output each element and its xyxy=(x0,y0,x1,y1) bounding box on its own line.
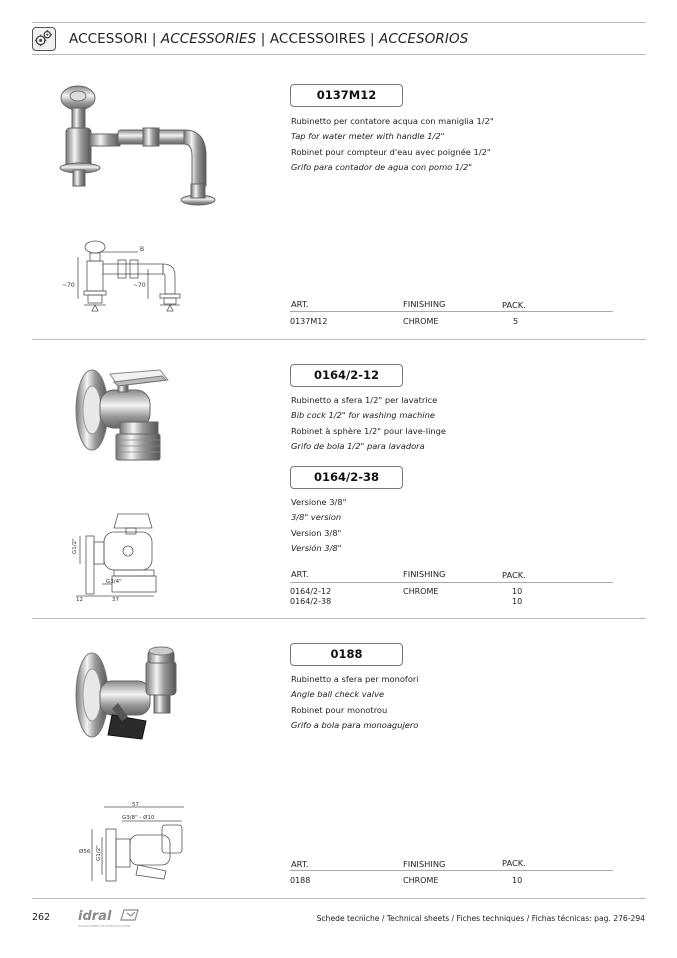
product-code-box: 0188 xyxy=(290,643,403,666)
drawing-label-right-height: ~70 xyxy=(133,282,146,289)
table-cell-art: 0188 xyxy=(290,876,311,885)
gears-icon xyxy=(32,27,56,51)
svg-text:ITALIAN EXPERT FOR WATER SOLUT: ITALIAN EXPERT FOR WATER SOLUTIONS xyxy=(78,925,131,928)
variant-description: Versione 3/8" 3/8" version Version 3/8" Versión 3/8" xyxy=(291,497,347,553)
table-cell-pack: 10 xyxy=(512,876,523,885)
drawing-label-g12: G1/2" xyxy=(72,538,78,554)
drawing-label-g38: G3/8" - Ø10 xyxy=(122,815,155,821)
table-rule xyxy=(290,870,613,871)
drawing-label-g12: G1/2" xyxy=(96,845,102,861)
table-rule xyxy=(290,582,613,583)
table-header-art: ART. xyxy=(291,299,309,309)
idral-logo xyxy=(77,908,143,930)
drawing-label-d56: Ø56 xyxy=(79,849,91,855)
technical-drawing-0188 xyxy=(78,801,198,883)
drawing-label-left-height: ~70 xyxy=(62,282,75,289)
table-header-finishing: FINISHING xyxy=(403,299,446,309)
table-cell-pack: 5 xyxy=(513,317,519,326)
table-header-art: ART. xyxy=(291,859,309,869)
footer-reference: Schede tecniche / Technical sheets / Fiches techniques / Fichas técnicas: pag. 276-294 xyxy=(316,914,645,923)
table-cell-art: 0164/2-38 xyxy=(290,597,332,606)
table-header-pack: PACK. xyxy=(502,300,526,310)
table-cell-finishing: CHROME xyxy=(403,587,439,596)
page-number: 262 xyxy=(32,912,51,923)
technical-drawing-0164-2-12 xyxy=(66,506,186,604)
footer-rule xyxy=(32,898,646,899)
product-description: Rubinetto a sfera per monofori Angle ball check valve Robinet pour monotrou Grifo a bola para monoagujero xyxy=(291,674,419,730)
table-cell-pack: 10 xyxy=(512,597,523,606)
table-header-pack: PACK. xyxy=(502,570,526,580)
product-description: Rubinetto per contatore acqua con maniglia 1/2" Tap for water meter with handle 1/2" Robinet pour compteur d'eau avec poignée 1/2" Grifo para contador de agua con pomo 1/2" xyxy=(291,116,494,172)
table-cell-art: 0164/2-12 xyxy=(290,587,332,596)
product-code-box: 0137M12 xyxy=(290,84,403,107)
product-code-box: 0164/2-12 xyxy=(290,364,403,387)
top-rule xyxy=(32,22,646,23)
section-rule xyxy=(32,339,646,340)
drawing-label-b: B xyxy=(140,246,145,253)
variant-code-box: 0164/2-38 xyxy=(290,466,403,489)
section-rule xyxy=(32,618,646,619)
product-description: Rubinetto a sfera 1/2" per lavatrice Bib cock 1/2" for washing machine Robinet à sphère 1/2" pour lave-linge Grifo de bola 1/2" para lavadora xyxy=(291,395,447,451)
svg-text:idral: idral xyxy=(78,909,112,924)
product-photo-0188 xyxy=(70,643,195,748)
table-header-finishing: FINISHING xyxy=(403,569,446,579)
drawing-label-37: 37 xyxy=(112,597,119,603)
product-photo-0137m12 xyxy=(48,82,218,212)
table-header-pack: PACK. xyxy=(502,858,526,868)
page-title: ACCESSORI | ACCESSORIES | ACCESSOIRES | ACCESORIOS xyxy=(69,31,469,47)
table-cell-pack: 10 xyxy=(512,587,523,596)
table-header-art: ART. xyxy=(291,569,309,579)
product-photo-0164-2-12 xyxy=(70,362,180,467)
drawing-label-12: 12 xyxy=(76,597,83,603)
table-header-finishing: FINISHING xyxy=(403,859,446,869)
table-cell-art: 0137M12 xyxy=(290,317,328,326)
drawing-label-g34: G3/4" xyxy=(106,579,122,585)
drawing-label-57: 57 xyxy=(132,802,139,808)
header-rule xyxy=(32,54,646,55)
table-cell-finishing: CHROME xyxy=(403,317,439,326)
table-cell-finishing: CHROME xyxy=(403,876,439,885)
technical-drawing-0137m12 xyxy=(60,237,220,315)
table-rule xyxy=(290,311,613,312)
